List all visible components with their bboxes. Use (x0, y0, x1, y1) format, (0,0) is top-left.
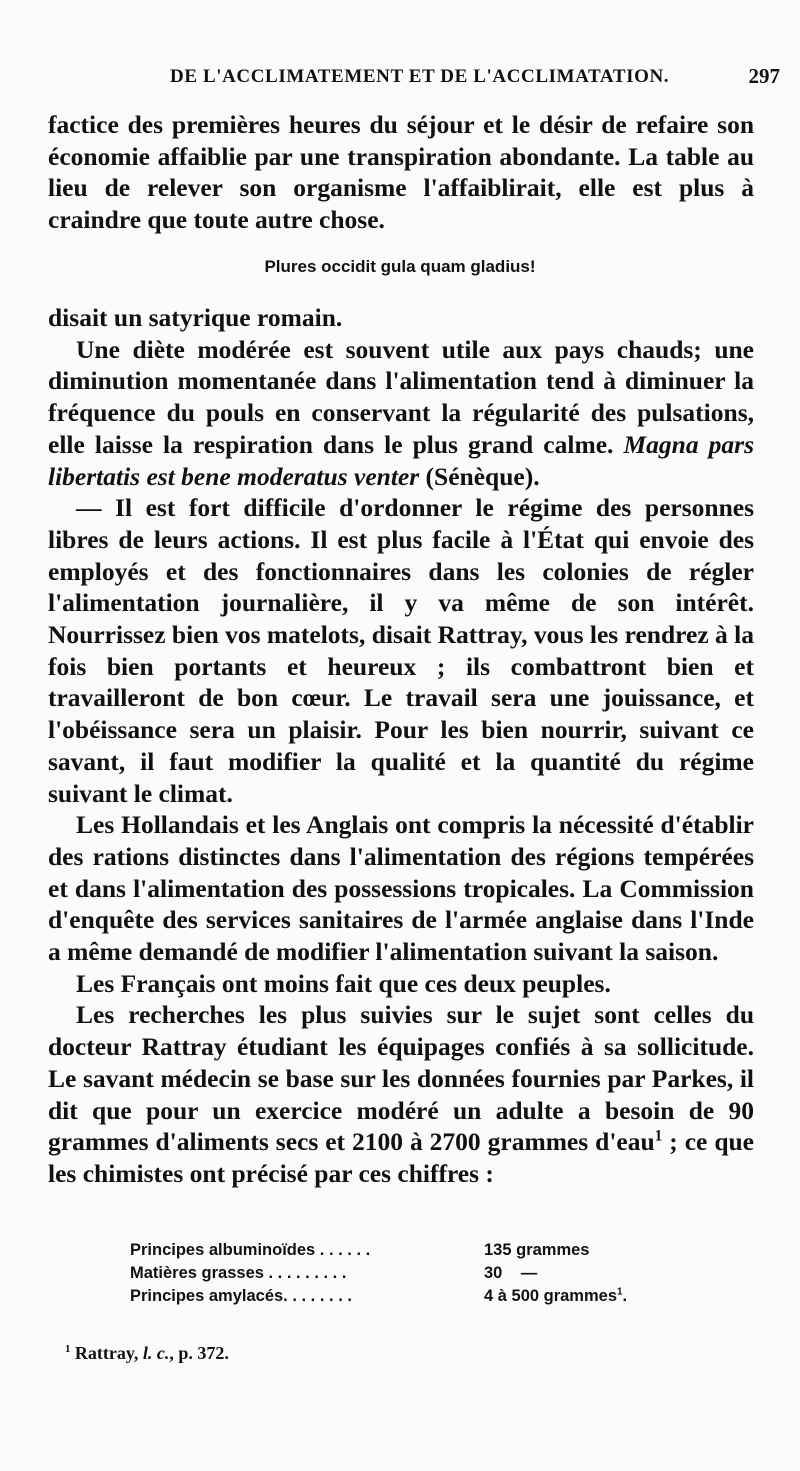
paragraph-7 (48, 999, 754, 1189)
footnote-text-end: , p. 372. (169, 1343, 229, 1363)
running-title: DE L'ACCLIMATEMENT ET DE L'ACCLIMATATION. (170, 66, 670, 87)
paragraph-3-end: (Sénèque). (419, 461, 540, 491)
nutrient-table (130, 1239, 690, 1308)
footnote-text-start: Rattray, (70, 1343, 143, 1363)
row-value: 135 grammes (484, 1241, 590, 1259)
footnote-marker: 1 (65, 1343, 71, 1355)
paragraph-1 (48, 109, 754, 236)
paragraph-1-text: factice des premières heures du séjour et le désir de refaire son économie affaiblie par une transpiration abondante. La table au lieu de relever son organisme l'affaiblirait, elle est plus à craindre que toute autre chose. (48, 110, 754, 235)
row-value: 4 à 500 grammes$^1$. (484, 1286, 628, 1305)
row-label: Principes albuminoïdes . . . . . . (130, 1241, 371, 1259)
row-label: Matières grasses . . . . . . . . . (130, 1264, 347, 1282)
row-value: 30 — (484, 1264, 538, 1282)
table-footnote-ref: 1 (617, 1286, 623, 1298)
paragraph-7-end: ; ce que les chimistes ont précisé par ces chiffres : (48, 1127, 754, 1188)
latin-quote: Plures occidit gula quam gladius! (264, 257, 536, 276)
table-row (130, 1239, 690, 1262)
table-row (130, 1262, 690, 1285)
footnote-ref: 1 (654, 1127, 663, 1145)
main-text-block (48, 302, 754, 1190)
footnote (65, 1343, 229, 1364)
paragraph-3-start: Une diète modérée est souvent utile aux pays chauds; une diminution momentanée dans l'alimentation tend à diminuer la fréquence du pouls en conservant la régularité des pulsations, elle laisse la respiration dans le plus grand calme. (48, 334, 754, 459)
seneca-quote: Magna pars libertatis est bene moderatus venter (48, 429, 755, 491)
paragraph-5: Les Hollandais et les Anglais ont compris la nécessité d'établir des rations distinctes dans l'alimentation des régions tempérées et dans l'alimentation des possessions tropicales. La Commission d'enquête des services sanitaires de l'armée anglaise dans l'Inde a même demandé de modifier l'alimentation suivant la saison. (48, 810, 754, 967)
row-value-text: 4 à 500 grammes (484, 1287, 618, 1305)
row-label: Principes amylacés. . . . . . . . (130, 1287, 352, 1305)
page-header (170, 66, 780, 96)
page-number: 297 (748, 64, 780, 88)
table-row (130, 1285, 690, 1308)
footnote-text-italic: l. c. (142, 1343, 170, 1363)
paragraph-3 (48, 334, 754, 493)
paragraph-2: disait un satyrique romain. (48, 303, 343, 332)
paragraph-7-start: Les recherches les plus suivies sur le sujet sont celles du docteur Rattray étudiant les équipages confiés à sa sollicitude. Le savant médecin se base sur les données fournies par Parkes, il dit que pour un exercice modéré un adulte a besoin de 90 grammes d'aliments secs et 2100 à 2700 grammes d'eau (48, 1000, 754, 1157)
paragraph-4: — Il est fort difficile d'ordonner le régime des personnes libres de leurs actions. Il est plus facile à l'État qui envoie des employés et des fonctionnaires dans les colonies de régler l'alimentation journalière, il y va même de son intérêt. Nourrissez bien vos matelots, disait Rattray, vous les rendrez à la fois bien portants et heureux ; ils combattront bien et travailleront de bon cœur. Le travail sera une jouissance, et l'obéissance sera un plaisir. Pour les bien nourrir, suivant ce savant, il faut modifier la qualité et la quantité du régime suivant le climat. (48, 493, 754, 808)
paragraph-6: Les Français ont moins fait que ces deux peuples. (76, 968, 611, 998)
